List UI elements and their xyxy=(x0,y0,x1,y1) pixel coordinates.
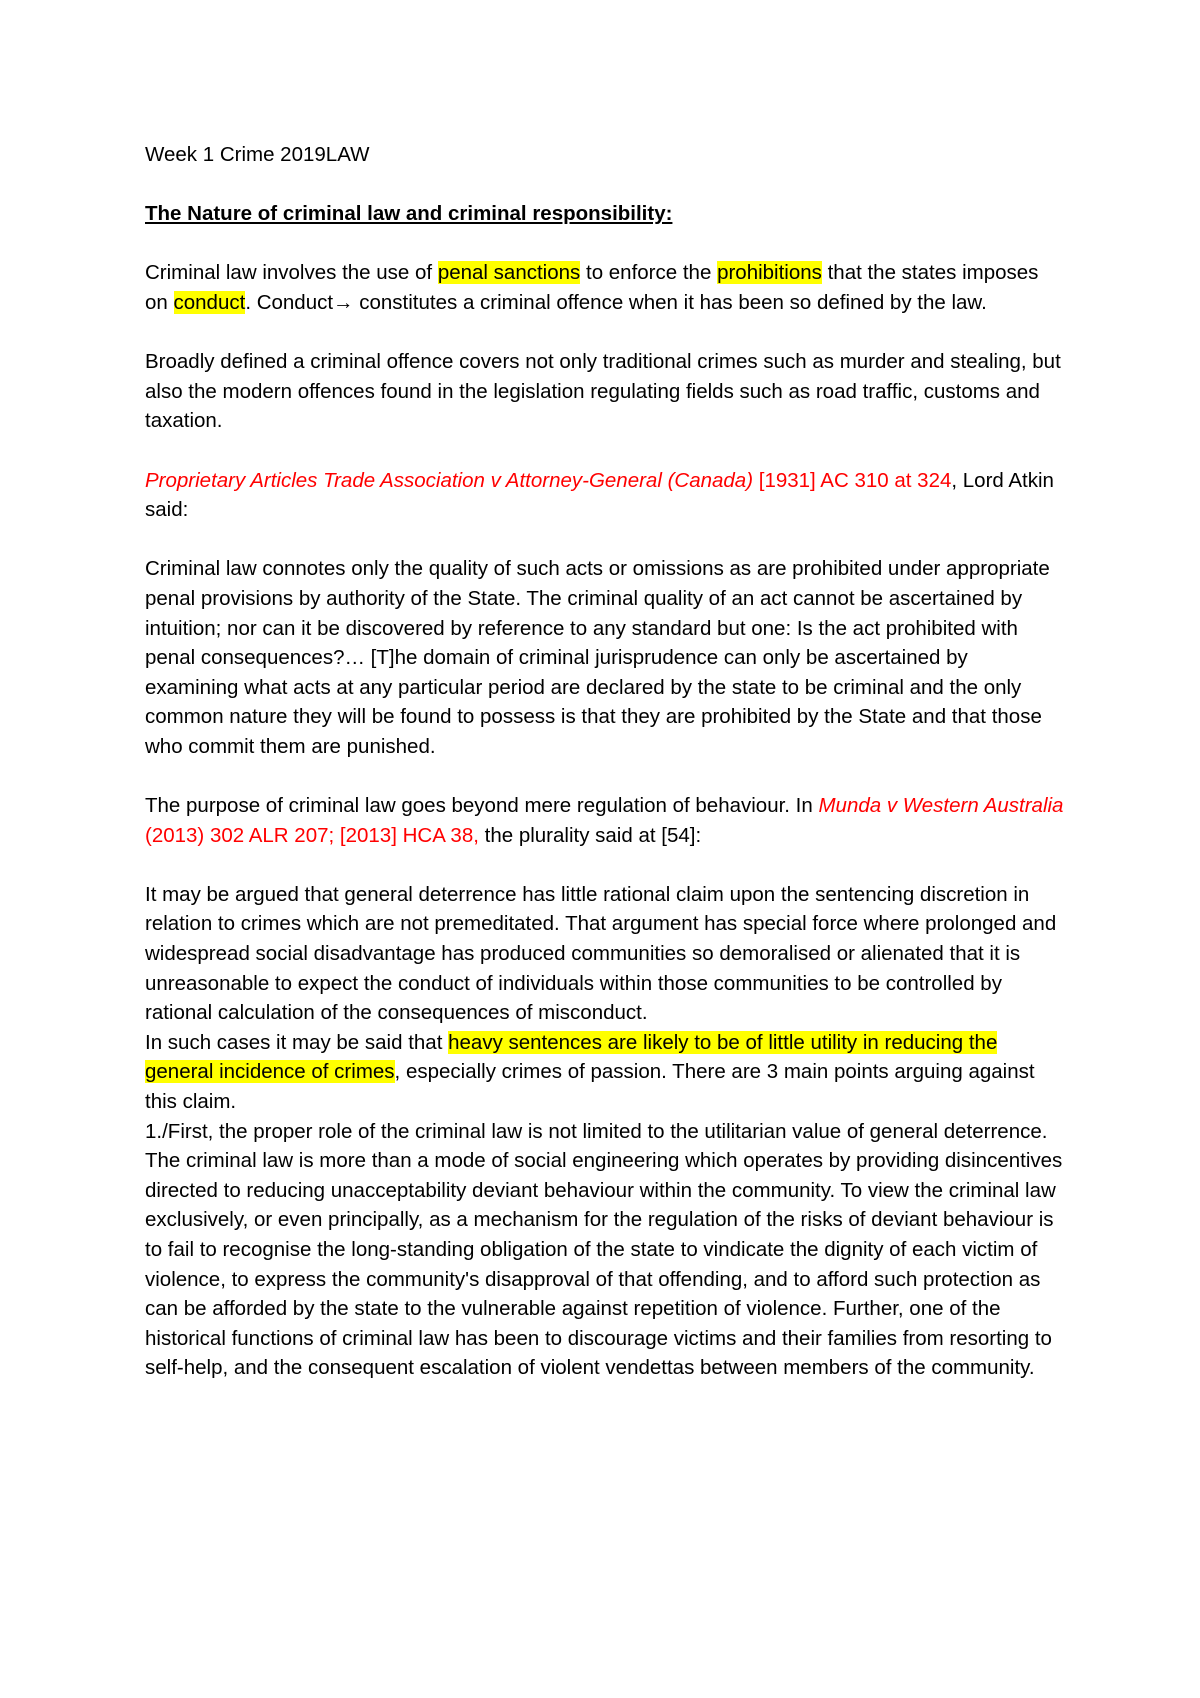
highlight-heavy-sentences: heavy sentences are likely to be of little utility in reducing the general incidence of crimes xyxy=(145,1030,998,1084)
section-heading: The Nature of criminal law and criminal responsibility: xyxy=(145,202,673,226)
highlight-prohibitions: prohibitions xyxy=(717,261,822,285)
text-run: that the states imposes on xyxy=(145,261,1039,314)
document-page xyxy=(145,140,1065,1383)
paragraph-point-one: 1./First, the proper role of the criminal law is not limited to the utilitarian value of general deterrence. The criminal law is more than a mode of social engineering which operates by providing disincentives directed to reducing unacceptability deviant behaviour within the community. To view the criminal law exclusively, or even principally, as a mechanism for the regulation of the risks of deviant behaviour is to fail to recognise the long-standing obligation of the state to vindicate the dignity of each victim of violence, to express the community's disapproval of that offending, and to afford such protection as can be afforded by the state to the vulnerable against repetition of violence. Further, one of the historical functions of criminal law has been to discourage victims and their families from resorting to self-help, and the consequent escalation of violent vendettas between members of the community. xyxy=(145,1119,1063,1380)
paragraph-purpose-criminal-law xyxy=(145,791,1065,850)
paragraph-penal-sanctions xyxy=(145,258,1065,317)
arrow-right-icon: → xyxy=(333,290,354,314)
quote-plurality: It may be argued that general deterrence has little rational claim upon the sentencing discretion in relation to crimes which are not premeditated. That argument has special force where prolonged and widespread social disadvantage has produced communities so demoralised or alienated that it is unreasonable to expect the conduct of individuals within those communities to be controlled by rational calculation of the consequences of misconduct. xyxy=(145,882,1057,1025)
paragraph-broadly-defined: Broadly defined a criminal offence covers not only traditional crimes such as murder and stealing, but also the modern offences found in the legislation regulating fields such as road traffic, customs and taxation. xyxy=(145,350,1061,433)
text-run: The purpose of criminal law goes beyond mere regulation of behaviour. In xyxy=(145,794,819,818)
text-run: , Lord Atkin said: xyxy=(145,468,1054,522)
paragraph-case-reference-atkin xyxy=(145,466,1065,525)
text-run: the plurality said at [54]: xyxy=(478,823,702,847)
case-name-proprietary-articles: Proprietary Articles Trade Association v Attorney-General (Canada) xyxy=(145,468,754,492)
document-title: Week 1 Crime 2019LAW xyxy=(145,143,370,166)
text-run: Criminal law involves the use of xyxy=(145,261,438,285)
paragraph-such-cases xyxy=(145,1028,1065,1117)
text-run: , especially crimes of passion. There are 3 main points arguing against this claim. xyxy=(145,1060,1035,1113)
highlight-penal-sanctions: penal sanctions xyxy=(437,261,581,285)
case-citation-munda: (2013) 302 ALR 207; [2013] HCA 38, xyxy=(145,823,479,847)
quote-lord-atkin: Criminal law connotes only the quality of such acts or omissions as are prohibited under appropriate penal provisions by authority of the State. The criminal quality of an act cannot be ascertained by intuition; nor can it be discovered by reference to any standard but one: Is the act prohibited with penal consequences?… [T]he domain of criminal jurisprudence can only be ascertained by examining what acts at any particular period are declared by the state to be criminal and the only common nature they will be found to possess is that they are prohibited by the State and that those who commit them are punished. xyxy=(145,557,1050,758)
highlight-conduct: conduct xyxy=(173,290,246,314)
case-citation-1931: [1931] AC 310 at 324 xyxy=(753,468,952,492)
case-name-munda: Munda v Western Australia xyxy=(818,794,1064,818)
text-run: . Conduct xyxy=(245,290,334,314)
text-run: In such cases it may be said that xyxy=(145,1030,449,1054)
text-run: constitutes a criminal offence when it has been so defined by the law. xyxy=(353,290,987,314)
text-run: to enforce the xyxy=(580,261,718,285)
